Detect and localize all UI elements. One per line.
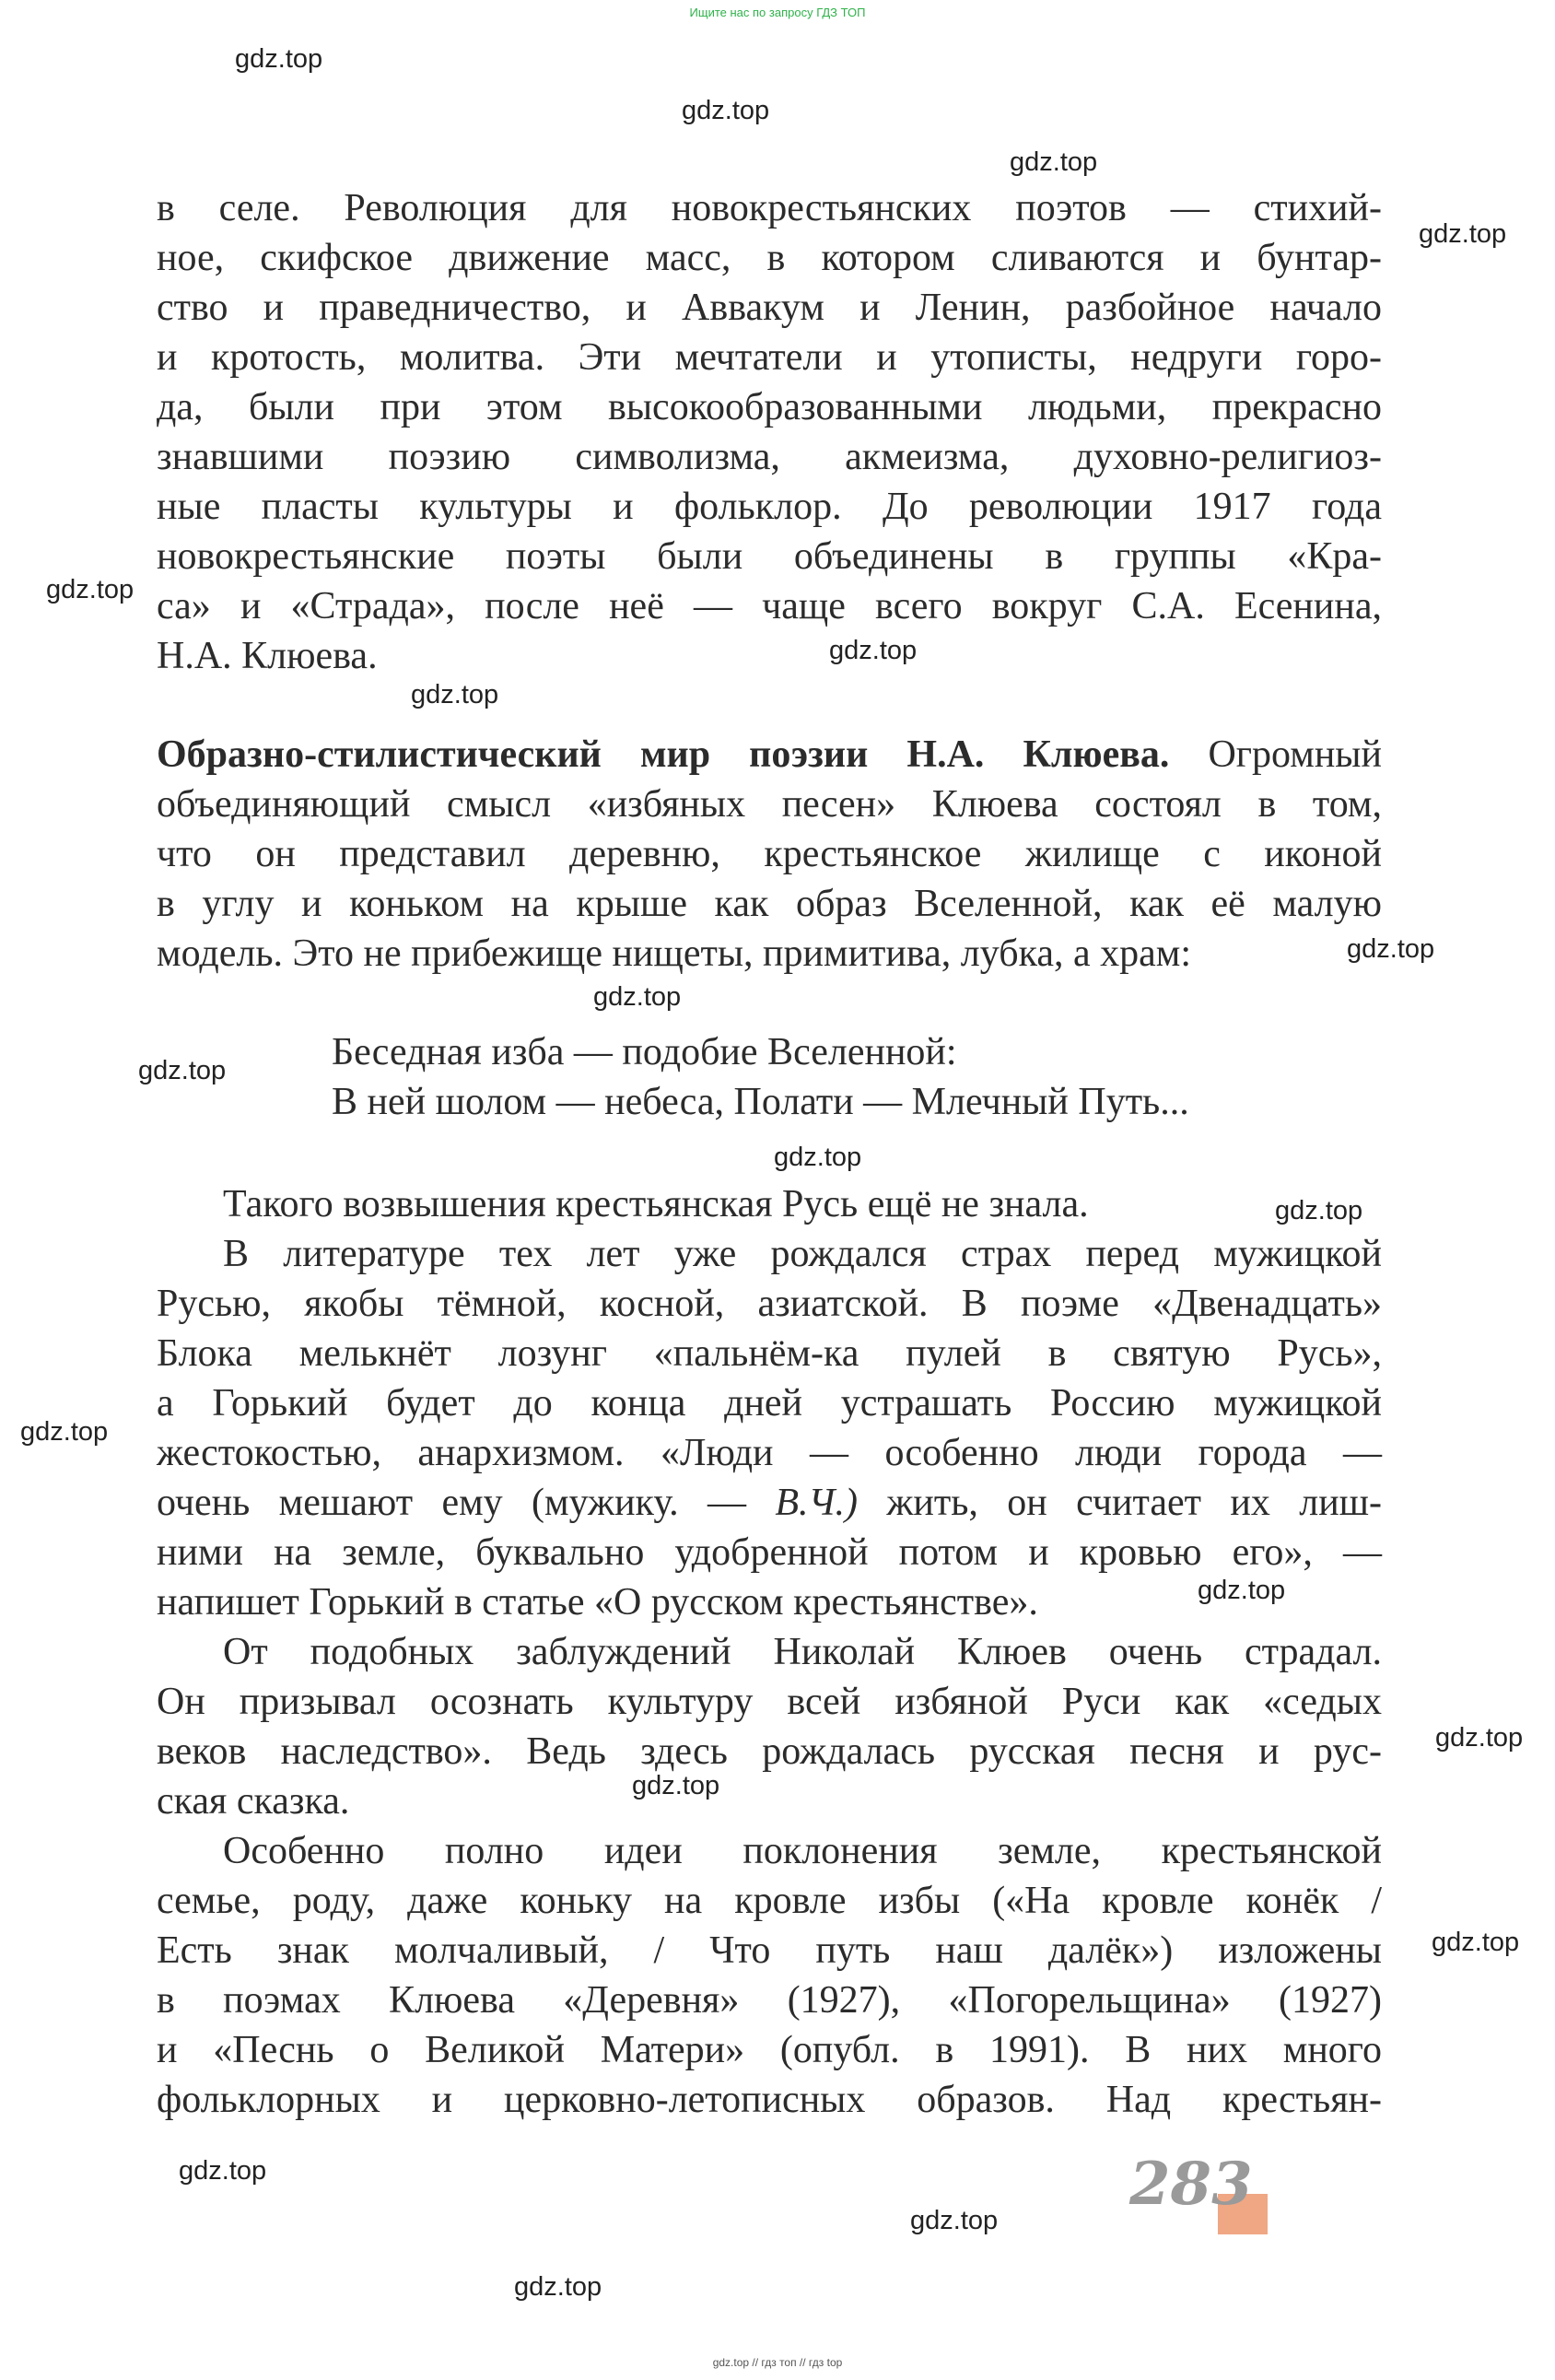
watermark: gdz.top (1347, 934, 1435, 964)
watermark: gdz.top (138, 1056, 227, 1085)
watermark: gdz.top (682, 96, 770, 125)
watermark: gdz.top (910, 2206, 999, 2235)
page-number: 283 (1129, 2150, 1253, 2219)
section-heading: Образно-стилистический мир поэзии Н.А. Клюева. (157, 733, 1170, 776)
text-line: жестокостью, анархизмом. «Люди — особенно люди города — (157, 1432, 1382, 1474)
verse-line: Беседная изба — подобие Вселенной: (332, 1031, 957, 1073)
watermark: gdz.top (514, 2272, 602, 2302)
text-line: ними на земле, буквально удобренной потом и кровью его», — (157, 1531, 1382, 1574)
watermark: gdz.top (411, 680, 499, 709)
watermark: gdz.top (1419, 219, 1507, 249)
watermark: gdz.top (774, 1143, 862, 1172)
text-line: ное, скифское движение масс, в котором сливаются и бунтар- (157, 237, 1382, 279)
text-fragment: жить, он считает их лиш- (857, 1482, 1382, 1524)
text-line: новокрестьянские поэты были объединены в группы «Кра- (157, 535, 1382, 578)
verse-line: В ней шолом — небеса, Полати — Млечный Путь... (332, 1081, 1189, 1123)
text-line: да, были при этом высокообразованными людьми, прекрасно (157, 386, 1382, 428)
author-initials: В.Ч.) (775, 1482, 858, 1524)
watermark: gdz.top (1198, 1576, 1286, 1605)
text-line: Русью, якобы тёмной, косной, азиатской. В поэме «Двенадцать» (157, 1283, 1382, 1325)
watermark: gdz.top (1275, 1196, 1363, 1225)
watermark: gdz.top (593, 982, 682, 1012)
text-line: Н.А. Клюева. (157, 635, 378, 677)
text-line: Есть знак молчаливый, / Что путь наш далёк») изложены (157, 1929, 1382, 1972)
watermark: gdz.top (1435, 1723, 1524, 1753)
text-line: ская сказка. (157, 1780, 350, 1823)
text-line: а Горький будет до конца дней устрашать Россию мужицкой (157, 1382, 1382, 1424)
text-line: модель. Это не прибежище нищеты, примитива, лубка, а храм: (157, 932, 1192, 975)
watermark: gdz.top (632, 1771, 720, 1800)
watermark: gdz.top (46, 575, 134, 604)
watermark: gdz.top (1010, 147, 1098, 177)
text-line: объединяющий смысл «избяных песен» Клюева состоял в том, (157, 783, 1382, 826)
text-line: семье, роду, даже коньку на кровле избы («На кровле конёк / (157, 1880, 1382, 1922)
text-line: в селе. Революция для новокрестьянских поэтов — стихий- (157, 187, 1382, 229)
section-heading-line (157, 730, 1382, 780)
text-line: От подобных заблуждений Николай Клюев очень страдал. (223, 1631, 1382, 1673)
watermark: gdz.top (20, 1417, 109, 1447)
header-note: Ищите нас по запросу ГДЗ ТОП (689, 6, 866, 19)
watermark: gdz.top (829, 636, 918, 665)
text-line: в углу и коньком на крыше как образ Вселенной, как её малую (157, 883, 1382, 925)
text-line: са» и «Страда», после неё — чаще всего вокруг С.А. Есенина, (157, 585, 1382, 627)
text-line: В литературе тех лет уже рождался страх перед мужицкой (223, 1233, 1382, 1275)
watermark: gdz.top (179, 2156, 267, 2186)
text-line: фольклорных и церковно-летописных образов. Над крестьян- (157, 2079, 1382, 2121)
text-line: и «Песнь о Великой Матери» (опубл. в 1991). В них много (157, 2029, 1382, 2071)
text-line: Такого возвышения крестьянская Русь ещё не знала. (223, 1183, 1089, 1225)
text-line: знавшими поэзию символизма, акмеизма, духовно-религиоз- (157, 436, 1382, 478)
text-fragment: очень мешают ему (мужику. — (157, 1482, 776, 1524)
text-line: веков наследство». Ведь здесь рождалась русская песня и рус- (157, 1730, 1382, 1773)
text-line: ство и праведничество, и Аввакум и Ленин, разбойное начало (157, 287, 1382, 329)
text-line: Блока мелькнёт лозунг «пальнём-ка пулей в святую Русь», (157, 1332, 1382, 1375)
text-line: в поэмах Клюева «Деревня» (1927), «Погорельщина» (1927) (157, 1979, 1382, 2022)
text-line: что он представил деревню, крестьянское жилище с иконой (157, 833, 1382, 875)
text-line: ные пласты культуры и фольклор. До революции 1917 года (157, 486, 1382, 528)
watermark: gdz.top (1432, 1928, 1520, 1957)
text-line: и кротость, молитва. Эти мечтатели и утописты, недруги горо- (157, 336, 1382, 379)
text-line (157, 1478, 1382, 1528)
text-line: напишет Горький в статье «О русском крестьянстве». (157, 1581, 1038, 1624)
text-line: Особенно полно идеи поклонения земле, крестьянской (223, 1830, 1382, 1872)
footer-note: gdz.top // гдз топ // гдз top (712, 2356, 843, 2369)
watermark: gdz.top (235, 44, 323, 74)
text-line: Он призывал осознать культуру всей избяной Руси как «седых (157, 1681, 1382, 1723)
text-fragment: Огромный (1169, 733, 1382, 776)
